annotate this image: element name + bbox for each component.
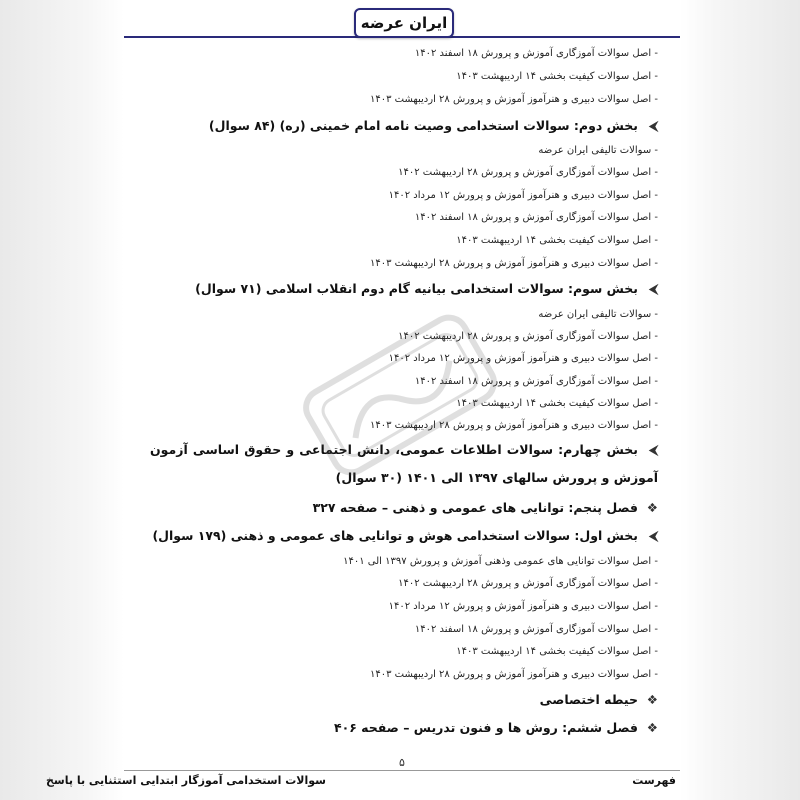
toc-chapter-title: حیطه اختصاصی — [539, 692, 638, 707]
footer-rule — [124, 770, 680, 771]
footer-section-title: فهرست — [632, 774, 676, 787]
toc-subitem: - اصل سوالات کیفیت بخشی ۱۴ اردیبهشت ۱۴۰۳ — [456, 235, 658, 246]
page-margin-left — [0, 0, 124, 800]
brand-logo — [354, 8, 454, 38]
toc-section — [152, 528, 658, 544]
logo-text: ایران عرضه — [360, 14, 448, 32]
arrow-bullet-icon: ⮜ — [649, 118, 658, 133]
diamond-bullet-icon: ❖ — [646, 692, 658, 707]
toc-subitem: - اصل سوالات دبیری و هنرآموز آموزش و پرورش ۲۸ اردیبهشت ۱۴۰۳ — [369, 258, 658, 269]
arrow-bullet-icon: ⮜ — [649, 442, 658, 457]
toc-chapter — [313, 500, 658, 515]
toc-subitem: - اصل سوالات آموزگاری آموزش و پرورش ۱۸ اسفند ۱۴۰۲ — [414, 48, 658, 59]
toc-section-title: بخش چهارم: سوالات اطلاعات عمومی، دانش اجتماعی و حقوق اساسی آزمون آموزش و پرورش سالهای ۱۳۹۷ الی ۱۴۰۱ (۳۰ سوال) — [150, 442, 658, 485]
toc-subitem: - سوالات تالیفی ایران عرضه — [538, 309, 658, 320]
toc-subitem: - اصل سوالات کیفیت بخشی ۱۴ اردیبهشت ۱۴۰۳ — [456, 646, 658, 657]
toc-chapter — [334, 720, 658, 735]
toc-subitem: - اصل سوالات توانایی های عمومی وذهنی آموزش و پرورش ۱۳۹۷ الی ۱۴۰۱ — [343, 556, 658, 567]
page-margin-right — [680, 0, 800, 800]
toc-section — [209, 118, 658, 134]
diamond-bullet-icon: ❖ — [646, 500, 658, 515]
toc-subitem: - اصل سوالات آموزگاری آموزش و پرورش ۲۸ اردیبهشت ۱۴۰۲ — [398, 167, 658, 178]
toc-subitem: - اصل سوالات آموزگاری آموزش و پرورش ۲۸ اردیبهشت ۱۴۰۲ — [398, 331, 658, 342]
toc-chapter-title: فصل ششم: روش ها و فنون تدریس – صفحه ۴۰۶ — [333, 720, 638, 735]
toc-subitem: - اصل سوالات کیفیت بخشی ۱۴ اردیبهشت ۱۴۰۳ — [456, 71, 658, 82]
page-number: ۵ — [399, 756, 405, 769]
toc-subitem: - اصل سوالات آموزگاری آموزش و پرورش ۱۸ اسفند ۱۴۰۲ — [414, 212, 658, 223]
toc-subitem: - اصل سوالات دبیری و هنرآموز آموزش و پرورش ۱۲ مرداد ۱۴۰۲ — [388, 601, 658, 612]
toc-section-title: بخش دوم: سوالات استخدامی وصیت نامه امام خمینی (ره) (۸۴ سوال) — [208, 118, 638, 133]
toc-subitem: - سوالات تالیفی ایران عرضه — [538, 145, 658, 156]
diamond-bullet-icon: ❖ — [646, 720, 658, 735]
toc-subitem: - اصل سوالات دبیری و هنرآموز آموزش و پرورش ۱۲ مرداد ۱۴۰۲ — [388, 190, 658, 201]
toc-chapter — [540, 692, 658, 707]
toc-subitem: - اصل سوالات آموزگاری آموزش و پرورش ۱۸ اسفند ۱۴۰۲ — [414, 376, 658, 387]
toc-subitem: - اصل سوالات کیفیت بخشی ۱۴ اردیبهشت ۱۴۰۳ — [456, 398, 658, 409]
toc-subitem: - اصل سوالات دبیری و هنرآموز آموزش و پرورش ۱۲ مرداد ۱۴۰۲ — [388, 353, 658, 364]
arrow-bullet-icon: ⮜ — [649, 528, 658, 543]
toc-subitem: - اصل سوالات آموزگاری آموزش و پرورش ۲۸ اردیبهشت ۱۴۰۲ — [398, 578, 658, 589]
toc-chapter-title: فصل پنجم: توانایی های عمومی و ذهنی – صفحه ۳۲۷ — [312, 500, 638, 515]
toc-section-title: بخش سوم: سوالات استخدامی بیانیه گام دوم انقلاب اسلامی (۷۱ سوال) — [195, 281, 638, 296]
toc-subitem: - اصل سوالات دبیری و هنرآموز آموزش و پرورش ۲۸ اردیبهشت ۱۴۰۳ — [369, 94, 658, 105]
toc-section — [195, 281, 658, 297]
toc-subitem: - اصل سوالات دبیری و هنرآموز آموزش و پرورش ۲۸ اردیبهشت ۱۴۰۳ — [369, 669, 658, 680]
arrow-bullet-icon: ⮜ — [649, 281, 658, 296]
footer-book-title: سوالات استخدامی آموزگار ابتدایی استثنایی با پاسخ — [46, 774, 326, 787]
toc-subitem: - اصل سوالات آموزگاری آموزش و پرورش ۱۸ اسفند ۱۴۰۲ — [414, 624, 658, 635]
toc-section-title: بخش اول: سوالات استخدامی هوش و توانایی های عمومی و ذهنی (۱۷۹ سوال) — [152, 528, 638, 543]
toc-subitem: - اصل سوالات دبیری و هنرآموز آموزش و پرورش ۲۸ اردیبهشت ۱۴۰۳ — [369, 420, 658, 431]
